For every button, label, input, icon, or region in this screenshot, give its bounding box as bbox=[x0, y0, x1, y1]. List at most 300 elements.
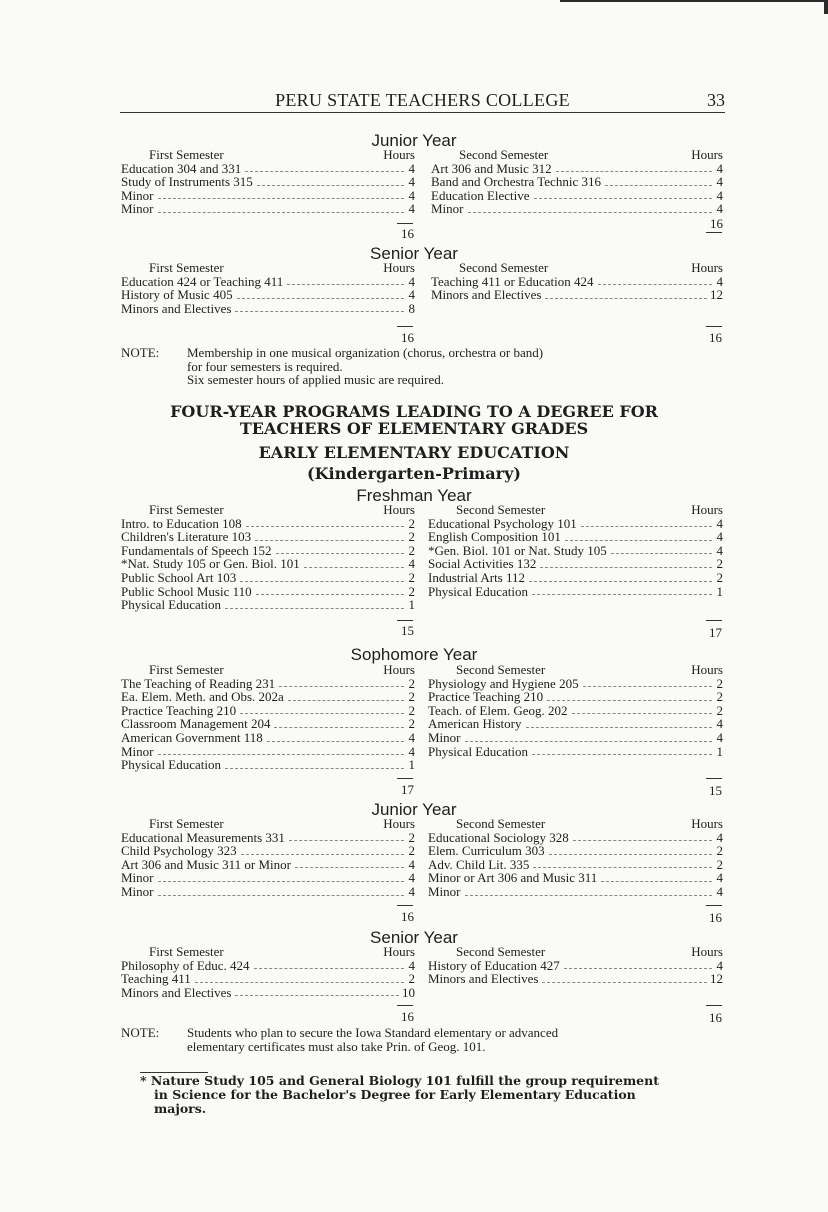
course-name: Physical Education bbox=[121, 757, 222, 773]
course-hours: 12 bbox=[710, 971, 723, 987]
course-row bbox=[121, 704, 415, 718]
leader-dots bbox=[267, 741, 404, 742]
semester-label: Second Semester bbox=[456, 662, 546, 677]
course-row bbox=[428, 677, 723, 691]
semester-block bbox=[428, 945, 723, 986]
course-hours: 4 bbox=[716, 870, 723, 886]
semester-header bbox=[428, 663, 723, 677]
course-row bbox=[431, 275, 723, 289]
leader-dots bbox=[611, 553, 712, 554]
course-row bbox=[428, 745, 723, 759]
course-row bbox=[428, 585, 723, 599]
course-row bbox=[121, 585, 415, 599]
semester-label: First Semester bbox=[149, 944, 224, 959]
semester-total: 17 bbox=[709, 625, 722, 640]
hours-label: Hours bbox=[383, 662, 415, 677]
course-hours: 1 bbox=[408, 597, 415, 613]
course-name: Educational Sociology 328 bbox=[428, 829, 569, 845]
course-name: History of Music 405 bbox=[121, 287, 233, 303]
total-rule bbox=[706, 905, 722, 906]
course-name: Teaching 411 or Education 424 bbox=[431, 273, 594, 289]
hours-label: Hours bbox=[691, 662, 723, 677]
leader-dots bbox=[581, 526, 712, 527]
leader-dots bbox=[468, 212, 713, 213]
semester-total: 16 bbox=[709, 330, 722, 345]
course-hours: 4 bbox=[408, 743, 415, 759]
leader-dots bbox=[240, 581, 404, 582]
hours-label: Hours bbox=[383, 260, 415, 275]
page-edge-right bbox=[824, 0, 828, 14]
semester-block bbox=[121, 817, 415, 899]
leader-dots bbox=[158, 198, 405, 199]
semester-total: 15 bbox=[709, 783, 722, 798]
course-hours: 4 bbox=[408, 870, 415, 886]
leader-dots bbox=[158, 895, 405, 896]
course-name: Study of Instruments 315 bbox=[121, 174, 253, 190]
semester-header bbox=[121, 663, 415, 677]
semester-label: First Semester bbox=[149, 260, 224, 275]
semester-label: First Semester bbox=[149, 502, 224, 517]
course-hours: 4 bbox=[716, 174, 723, 190]
course-name: Educational Measurements 331 bbox=[121, 829, 285, 845]
course-name: Physical Education bbox=[121, 597, 222, 613]
leader-dots bbox=[235, 311, 404, 312]
year-heading: Sophomore Year bbox=[350, 645, 478, 664]
semester-header bbox=[121, 817, 415, 831]
hours-label: Hours bbox=[383, 502, 415, 517]
course-name: Minor bbox=[121, 201, 154, 217]
semester-block bbox=[121, 148, 415, 216]
course-name: Educational Psychology 101 bbox=[428, 515, 577, 531]
course-row bbox=[121, 717, 415, 731]
hours-label: Hours bbox=[383, 147, 415, 162]
section-heading: FOUR-YEAR PROGRAMS LEADING TO A DEGREE FOR bbox=[170, 402, 658, 421]
course-name: Public School Music 110 bbox=[121, 583, 252, 599]
course-hours: 4 bbox=[716, 201, 723, 217]
course-name: Teaching 411 bbox=[121, 971, 191, 987]
note-line bbox=[121, 1026, 731, 1040]
course-name: American Government 118 bbox=[121, 729, 263, 745]
course-hours: 2 bbox=[408, 583, 415, 599]
course-hours: 4 bbox=[716, 529, 723, 545]
semester-block bbox=[121, 945, 415, 999]
leader-dots bbox=[246, 526, 404, 527]
course-row bbox=[121, 275, 415, 289]
course-hours: 8 bbox=[408, 300, 415, 316]
note-prefix: NOTE: bbox=[121, 345, 160, 360]
total-rule bbox=[397, 620, 413, 621]
year-heading: Freshman Year bbox=[356, 486, 472, 505]
course-hours: 4 bbox=[716, 273, 723, 289]
course-hours: 10 bbox=[402, 984, 415, 1000]
course-hours: 4 bbox=[408, 273, 415, 289]
semester-header bbox=[428, 945, 723, 959]
course-hours: 4 bbox=[716, 515, 723, 531]
total-rule bbox=[706, 778, 722, 779]
course-row bbox=[431, 175, 723, 189]
semester-header bbox=[121, 261, 415, 275]
course-row bbox=[428, 731, 723, 745]
course-name: Minor bbox=[428, 883, 461, 899]
semester-block bbox=[121, 663, 415, 772]
course-name: Education 304 and 331 bbox=[121, 160, 242, 176]
semester-total: 15 bbox=[401, 623, 414, 638]
leader-dots bbox=[540, 567, 712, 568]
course-row bbox=[428, 571, 723, 585]
course-hours: 2 bbox=[408, 716, 415, 732]
course-name: Minor bbox=[121, 743, 154, 759]
footnote-line: majors. bbox=[154, 1101, 207, 1116]
running-head bbox=[120, 90, 725, 113]
course-row bbox=[121, 731, 415, 745]
course-name: Classroom Management 204 bbox=[121, 716, 271, 732]
course-row bbox=[428, 704, 723, 718]
course-name: Education Elective bbox=[431, 187, 530, 203]
leader-dots bbox=[288, 700, 404, 701]
course-row bbox=[121, 202, 415, 216]
semester-block bbox=[431, 148, 723, 231]
course-row bbox=[121, 677, 415, 691]
course-hours: 12 bbox=[710, 287, 723, 303]
leader-dots bbox=[556, 171, 712, 172]
course-hours: 2 bbox=[408, 971, 415, 987]
semester-total: 16 bbox=[401, 330, 414, 345]
course-hours: 4 bbox=[408, 160, 415, 176]
course-name: English Composition 101 bbox=[428, 529, 561, 545]
course-name: Art 306 and Music 311 or Minor bbox=[121, 856, 291, 872]
leader-dots bbox=[158, 754, 405, 755]
course-hours: 4 bbox=[408, 187, 415, 203]
total-rule bbox=[397, 905, 413, 906]
semester-block bbox=[431, 261, 723, 302]
course-name: Industrial Arts 112 bbox=[428, 569, 526, 585]
course-name: History of Education 427 bbox=[428, 957, 560, 973]
course-name: Adv. Child Lit. 335 bbox=[428, 856, 530, 872]
hours-label: Hours bbox=[383, 816, 415, 831]
section-heading-line2: TEACHERS OF ELEMENTARY GRADES bbox=[239, 419, 589, 438]
note-line bbox=[121, 346, 731, 360]
leader-dots bbox=[547, 700, 712, 701]
leader-dots bbox=[256, 594, 404, 595]
course-row bbox=[428, 844, 723, 858]
leader-dots bbox=[601, 881, 712, 882]
leader-dots bbox=[605, 185, 712, 186]
course-hours: 4 bbox=[408, 287, 415, 303]
course-row bbox=[428, 858, 723, 872]
leader-dots bbox=[304, 567, 404, 568]
hours-label: Hours bbox=[691, 944, 723, 959]
leader-dots bbox=[255, 540, 404, 541]
semester-total: 16 bbox=[709, 910, 722, 925]
course-row bbox=[431, 162, 723, 176]
course-hours: 4 bbox=[716, 829, 723, 845]
course-name: Ea. Elem. Meth. and Obs. 202a bbox=[121, 689, 284, 705]
course-name: Practice Teaching 210 bbox=[428, 689, 544, 705]
course-name: Minors and Electives bbox=[431, 287, 542, 303]
leader-dots bbox=[225, 768, 404, 769]
leader-dots bbox=[534, 198, 712, 199]
leader-dots bbox=[598, 284, 712, 285]
leader-dots bbox=[529, 581, 712, 582]
semester-total: 16 bbox=[709, 1010, 722, 1025]
semester-total: 16 bbox=[401, 1009, 414, 1024]
semester-block bbox=[428, 817, 723, 899]
leader-dots bbox=[583, 686, 712, 687]
course-hours: 2 bbox=[408, 542, 415, 558]
leader-dots bbox=[241, 854, 404, 855]
course-row bbox=[121, 690, 415, 704]
leader-dots bbox=[254, 968, 404, 969]
course-row bbox=[121, 544, 415, 558]
course-row bbox=[121, 175, 415, 189]
course-name: Physiology and Hygiene 205 bbox=[428, 675, 579, 691]
course-name: Fundamentals of Speech 152 bbox=[121, 542, 272, 558]
year-heading: Junior Year bbox=[371, 131, 457, 150]
course-row bbox=[121, 530, 415, 544]
course-hours: 4 bbox=[716, 160, 723, 176]
section-subheading: EARLY ELEMENTARY EDUCATION bbox=[258, 443, 570, 462]
note-text: Six semester hours of applied music are required. bbox=[187, 372, 445, 388]
semester-label: Second Semester bbox=[456, 944, 546, 959]
course-row bbox=[121, 831, 415, 845]
leader-dots bbox=[237, 298, 404, 299]
page-edge-top bbox=[560, 0, 828, 2]
course-hours: 4 bbox=[716, 716, 723, 732]
leader-dots bbox=[195, 982, 404, 983]
course-row bbox=[121, 162, 415, 176]
course-hours: 2 bbox=[408, 675, 415, 691]
total-rule bbox=[706, 1005, 722, 1006]
semester-header bbox=[428, 503, 723, 517]
year-heading: Junior Year bbox=[371, 800, 457, 819]
hours-label: Hours bbox=[691, 816, 723, 831]
page-number: 33 bbox=[707, 90, 725, 110]
leader-dots bbox=[545, 298, 707, 299]
course-hours: 2 bbox=[716, 843, 723, 859]
semester-label: Second Semester bbox=[459, 260, 549, 275]
page-title: PERU STATE TEACHERS COLLEGE bbox=[275, 90, 570, 110]
course-hours: 1 bbox=[408, 757, 415, 773]
course-hours: 2 bbox=[408, 843, 415, 859]
hours-label: Hours bbox=[691, 502, 723, 517]
course-name: Teach. of Elem. Geog. 202 bbox=[428, 702, 568, 718]
leader-dots bbox=[158, 212, 405, 213]
course-hours: 2 bbox=[716, 569, 723, 585]
total-rule bbox=[397, 1005, 413, 1006]
course-name: American History bbox=[428, 716, 522, 732]
course-row bbox=[431, 189, 723, 203]
total-rule bbox=[397, 326, 413, 327]
course-name: Minors and Electives bbox=[121, 984, 232, 1000]
semester-block bbox=[428, 503, 723, 598]
course-row bbox=[428, 544, 723, 558]
course-name: Physical Education bbox=[428, 583, 529, 599]
course-row bbox=[431, 202, 723, 216]
course-name: Minors and Electives bbox=[121, 300, 232, 316]
course-name: Minor bbox=[121, 883, 154, 899]
footnote-line: * Nature Study 105 and General Biology 101 fulfill the group requirement bbox=[140, 1073, 659, 1088]
course-hours: 1 bbox=[716, 583, 723, 599]
year-heading: Senior Year bbox=[370, 928, 458, 947]
note-prefix: NOTE: bbox=[121, 1025, 160, 1040]
course-hours: 4 bbox=[716, 187, 723, 203]
hours-label: Hours bbox=[691, 147, 723, 162]
course-name: Minor bbox=[431, 201, 464, 217]
course-hours: 1 bbox=[716, 743, 723, 759]
course-hours: 4 bbox=[408, 883, 415, 899]
course-hours: 2 bbox=[408, 702, 415, 718]
leader-dots bbox=[533, 867, 712, 868]
course-hours: 2 bbox=[716, 689, 723, 705]
course-row bbox=[428, 557, 723, 571]
course-name: Minor bbox=[121, 870, 154, 886]
leader-dots bbox=[245, 171, 404, 172]
semester-header bbox=[431, 148, 723, 162]
semester-label: Second Semester bbox=[456, 816, 546, 831]
total-rule bbox=[706, 326, 722, 327]
course-row bbox=[428, 530, 723, 544]
leader-dots bbox=[526, 727, 712, 728]
course-row bbox=[428, 885, 723, 899]
section-subheading-paren: (Kindergarten-Primary) bbox=[307, 464, 521, 483]
course-row bbox=[121, 745, 415, 759]
course-row bbox=[121, 885, 415, 899]
footnote bbox=[140, 1074, 725, 1116]
year-heading: Senior Year bbox=[370, 244, 458, 263]
semester-header bbox=[121, 503, 415, 517]
course-name: Minor or Art 306 and Music 311 bbox=[428, 870, 598, 886]
course-row bbox=[428, 871, 723, 885]
semester-header bbox=[431, 261, 723, 275]
total-rule bbox=[397, 778, 413, 779]
footnote-line: in Science for the Bachelor's Degree for Early Elementary Education bbox=[154, 1087, 636, 1102]
course-name: *Nat. Study 105 or Gen. Biol. 101 bbox=[121, 556, 300, 572]
semester-label: Second Semester bbox=[459, 147, 549, 162]
leader-dots bbox=[573, 840, 712, 841]
course-name: Art 306 and Music 312 bbox=[431, 160, 552, 176]
note-text: Membership in one musical organization (chorus, orchestra or band) bbox=[187, 345, 544, 360]
course-hours: 2 bbox=[716, 856, 723, 872]
course-name: Education 424 or Teaching 411 bbox=[121, 273, 284, 289]
leader-dots bbox=[549, 854, 712, 855]
course-hours: 2 bbox=[716, 556, 723, 572]
course-name: The Teaching of Reading 231 bbox=[121, 675, 276, 691]
semester-total: 17 bbox=[401, 782, 414, 797]
course-row bbox=[121, 288, 415, 302]
course-hours: 4 bbox=[408, 174, 415, 190]
course-row bbox=[121, 844, 415, 858]
course-row bbox=[121, 959, 415, 973]
leader-dots bbox=[542, 982, 707, 983]
semester-total: 16 bbox=[401, 226, 414, 241]
course-hours: 4 bbox=[408, 856, 415, 872]
semester-header bbox=[428, 817, 723, 831]
course-row bbox=[121, 189, 415, 203]
note-text: for four semesters is required. bbox=[187, 358, 343, 374]
semester-label: First Semester bbox=[149, 816, 224, 831]
semester-header bbox=[121, 148, 415, 162]
course-row bbox=[121, 598, 415, 612]
course-hours: 4 bbox=[716, 729, 723, 745]
course-row bbox=[121, 972, 415, 986]
leader-dots bbox=[564, 968, 712, 969]
leader-dots bbox=[465, 741, 713, 742]
course-row bbox=[428, 831, 723, 845]
leader-dots bbox=[274, 727, 404, 728]
note-block bbox=[121, 1026, 731, 1053]
note-block bbox=[121, 346, 731, 387]
course-hours: 4 bbox=[716, 957, 723, 973]
leader-dots bbox=[572, 713, 712, 714]
leader-dots bbox=[287, 284, 404, 285]
course-hours: 2 bbox=[408, 515, 415, 531]
semester-label: Second Semester bbox=[456, 502, 546, 517]
course-name: Minor bbox=[428, 729, 461, 745]
course-row bbox=[121, 302, 415, 316]
semester-block bbox=[121, 261, 415, 315]
total-rule bbox=[397, 223, 413, 224]
course-hours: 4 bbox=[408, 957, 415, 973]
course-row bbox=[121, 571, 415, 585]
course-row bbox=[428, 717, 723, 731]
course-name: Social Activities 132 bbox=[428, 556, 537, 572]
course-name: Intro. to Education 108 bbox=[121, 515, 242, 531]
course-row bbox=[121, 557, 415, 571]
leader-dots bbox=[240, 713, 404, 714]
course-hours: 2 bbox=[408, 569, 415, 585]
leader-dots bbox=[279, 686, 404, 687]
course-hours: 2 bbox=[408, 829, 415, 845]
total-rule bbox=[706, 232, 722, 233]
hours-label: Hours bbox=[691, 260, 723, 275]
leader-dots bbox=[565, 540, 712, 541]
semester-block bbox=[428, 663, 723, 758]
course-name: Band and Orchestra Technic 316 bbox=[431, 174, 601, 190]
course-hours: 2 bbox=[408, 529, 415, 545]
note-text: elementary certificates must also take Prin. of Geog. 101. bbox=[187, 1038, 486, 1054]
hours-label: Hours bbox=[383, 944, 415, 959]
course-hours: 4 bbox=[716, 542, 723, 558]
course-name: Public School Art 103 bbox=[121, 569, 237, 585]
leader-dots bbox=[465, 895, 713, 896]
leader-dots bbox=[235, 995, 399, 996]
course-row bbox=[121, 758, 415, 772]
course-name: Elem. Curriculum 303 bbox=[428, 843, 545, 859]
leader-dots bbox=[532, 754, 712, 755]
course-hours: 2 bbox=[408, 689, 415, 705]
course-row bbox=[121, 858, 415, 872]
leader-dots bbox=[295, 867, 404, 868]
course-name: Children's Literature 103 bbox=[121, 529, 252, 545]
course-row bbox=[428, 690, 723, 704]
leader-dots bbox=[532, 594, 712, 595]
leader-dots bbox=[276, 553, 404, 554]
course-hours: 2 bbox=[716, 702, 723, 718]
semester-label: First Semester bbox=[149, 662, 224, 677]
leader-dots bbox=[158, 881, 405, 882]
course-name: Child Psychology 323 bbox=[121, 843, 237, 859]
course-name: Minor bbox=[121, 187, 154, 203]
semester-block bbox=[121, 503, 415, 612]
course-row bbox=[431, 288, 723, 302]
course-row bbox=[428, 517, 723, 531]
course-name: Physical Education bbox=[428, 743, 529, 759]
semester-header bbox=[121, 945, 415, 959]
leader-dots bbox=[289, 840, 404, 841]
course-row bbox=[428, 959, 723, 973]
course-row bbox=[121, 871, 415, 885]
semester-total: 16 bbox=[710, 215, 723, 231]
